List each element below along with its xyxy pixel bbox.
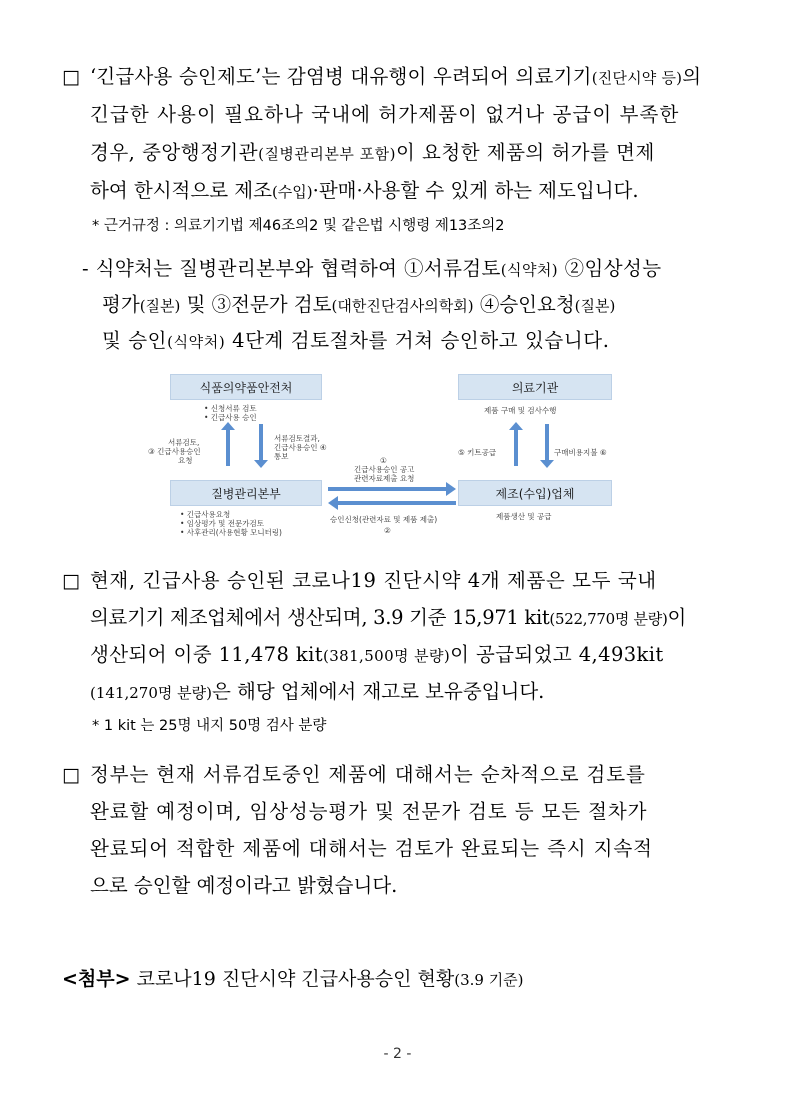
bullet-box-1: □	[62, 66, 80, 88]
p3-line-1: 현재, 긴급사용 승인된 코로나19 진단시약 4개 제품은 모두 국내	[90, 569, 657, 592]
p2-line-2-s2: (대한진단검사의학회)	[331, 297, 474, 315]
p2-line-2	[102, 292, 615, 319]
p3-line-2-text: 의료기기 제조업체에서 생산되며, 3.9 기준 15,971 kit	[90, 606, 550, 629]
p3-note: * 1 kit 는 25명 내지 50명 검사 분량	[92, 718, 327, 734]
center-num-2: ②	[384, 526, 391, 535]
p3-line-4	[90, 679, 544, 706]
arrow-down-right	[540, 424, 554, 468]
p1-line-3-text: 경우, 중앙행정기관	[90, 141, 259, 164]
medical-note: 제품 구매 및 검사수행	[484, 406, 557, 415]
bullet-box-4: □	[62, 764, 80, 786]
p2-line-1-tail: ②임상성능	[557, 257, 662, 280]
p2-line-3	[102, 328, 610, 355]
center-num-1: ①	[380, 456, 387, 465]
arrow-up-right	[509, 422, 523, 466]
p3-line-2	[90, 605, 686, 632]
box-kcdc: 질병관리본부	[170, 480, 322, 506]
center-text-2: 관련자료제출 요청	[354, 474, 415, 483]
right-arrow-label-2: 긴급사용승인 ④	[274, 443, 327, 452]
p1-line-4-tail: ·판매·사용할 수 있게 하는 제도입니다.	[312, 179, 639, 202]
left-arrow-label-2: ③ 긴급사용승인	[148, 447, 201, 456]
attachment-label: <첨부>	[62, 968, 131, 990]
p2-line-1-text: - 식약처는 질병관리본부와 협력하여 ①서류검토	[82, 257, 501, 280]
kcdc-note-2: • 임상평가 및 전문가검토	[180, 519, 265, 528]
attachment-small: (3.9 기준)	[454, 971, 524, 989]
mfds-note-2: • 긴급사용 승인	[204, 413, 257, 422]
p4-line-3: 완료되어 적합한 제품에 대해서는 검토가 완료되는 즉시 지속적	[90, 837, 653, 860]
arrow-left-center	[328, 496, 456, 510]
attachment-line	[62, 966, 524, 993]
p3-line-2-small: (522,770명 분량)	[549, 610, 668, 628]
p4-line-2: 완료할 예정이며, 임상성능평가 및 전문가 검토 등 모든 절차가	[90, 800, 648, 823]
p3-line-3-small: (381,500명 분량)	[322, 647, 451, 665]
p1-line-3	[90, 140, 655, 167]
p4-line-4: 으로 승인할 예정이라고 밝혔습니다.	[90, 874, 398, 897]
arrow-down-left	[254, 424, 268, 468]
p2-line-2-s3: (질본)	[574, 297, 616, 315]
p3-line-3	[90, 642, 664, 669]
p1-line-1-tail: 의	[682, 65, 702, 88]
center-bottom-text: 승인신청(관련자료 및 제품 제출)	[330, 515, 438, 524]
p1-line-3-small: (질병관리본부 포함)	[258, 145, 396, 163]
p3-line-4-text: 은 해당 업체에서 재고로 보유중입니다.	[211, 680, 545, 703]
mfds-note-1: • 신청서류 검토	[204, 404, 257, 413]
p1-line-4	[90, 178, 639, 205]
p1-line-4-small: (수입)	[271, 183, 313, 201]
right-arrow-label-3: 통보	[274, 452, 289, 461]
p1-line-1-text: ‘긴급사용 승인제도’는 감염병 대유행이 우려되어 의료기기	[90, 65, 592, 88]
box-manufacturer: 제조(수입)업체	[458, 480, 612, 506]
p2-line-3-a: 및 승인	[102, 329, 168, 352]
box-mfds: 식품의약품안전처	[170, 374, 322, 400]
maker-note: 제품생산 및 공급	[496, 512, 552, 521]
center-text-1: 긴급사용승인 공고	[354, 465, 415, 474]
left-arrow-label-3: 요청	[178, 456, 193, 465]
p2-line-2-c: ④승인요청	[473, 293, 575, 316]
p3-line-3-text: 생산되어 이중 11,478 kit	[90, 643, 323, 666]
p1-line-1	[90, 64, 701, 91]
p3-line-4-small: (141,270명 분량)	[90, 684, 212, 702]
right-arrow-label-1: 서류검토결과,	[274, 434, 320, 443]
p3-line-2-tail: 이	[667, 606, 687, 629]
p4-line-1: 정부는 현재 서류검토중인 제품에 대해서는 순차적으로 검토를	[90, 763, 646, 786]
p2-line-2-s1: (질본)	[139, 297, 181, 315]
p1-line-1-small: (진단시약 등)	[591, 69, 683, 87]
p2-line-3-b: 4단계 검토절차를 거쳐 승인하고 있습니다.	[225, 329, 610, 352]
p2-line-3-small: (식약처)	[167, 333, 226, 351]
maker-right-label: 구매비용지불 ⑥	[554, 448, 607, 457]
p2-line-1-small: (식약처)	[500, 261, 558, 279]
maker-left-label: ⑤ 키트공급	[458, 448, 497, 457]
arrow-right-center	[328, 482, 456, 496]
p1-line-4-text: 하여 한시적으로 제조	[90, 179, 272, 202]
kcdc-note-1: • 긴급사용요청	[180, 510, 231, 519]
left-arrow-label-1: 서류검토,	[168, 438, 200, 447]
attachment-text: 코로나19 진단시약 긴급사용승인 현황	[130, 968, 455, 990]
p3-line-3-tail: 이 공급되었고 4,493kit	[450, 643, 664, 666]
page-number: - 2 -	[383, 1046, 412, 1062]
box-medical-institution: 의료기관	[458, 374, 612, 400]
arrow-up-left	[221, 422, 235, 466]
p1-note: * 근거규정 : 의료기기법 제46조의2 및 같은법 시행령 제13조의2	[92, 218, 505, 234]
p1-line-3-tail: 이 요청한 제품의 허가를 면제	[396, 141, 655, 164]
bullet-box-3: □	[62, 570, 80, 592]
p2-line-1	[82, 256, 661, 283]
kcdc-note-3: • 사후관리(사용현황 모니터링)	[180, 528, 282, 537]
p2-line-2-b: 및 ③전문가 검토	[180, 293, 332, 316]
p1-line-2: 긴급한 사용이 필요하나 국내에 허가제품이 없거나 공급이 부족한	[90, 103, 680, 126]
p2-line-2-a: 평가	[102, 293, 140, 316]
approval-process-diagram	[140, 368, 620, 540]
